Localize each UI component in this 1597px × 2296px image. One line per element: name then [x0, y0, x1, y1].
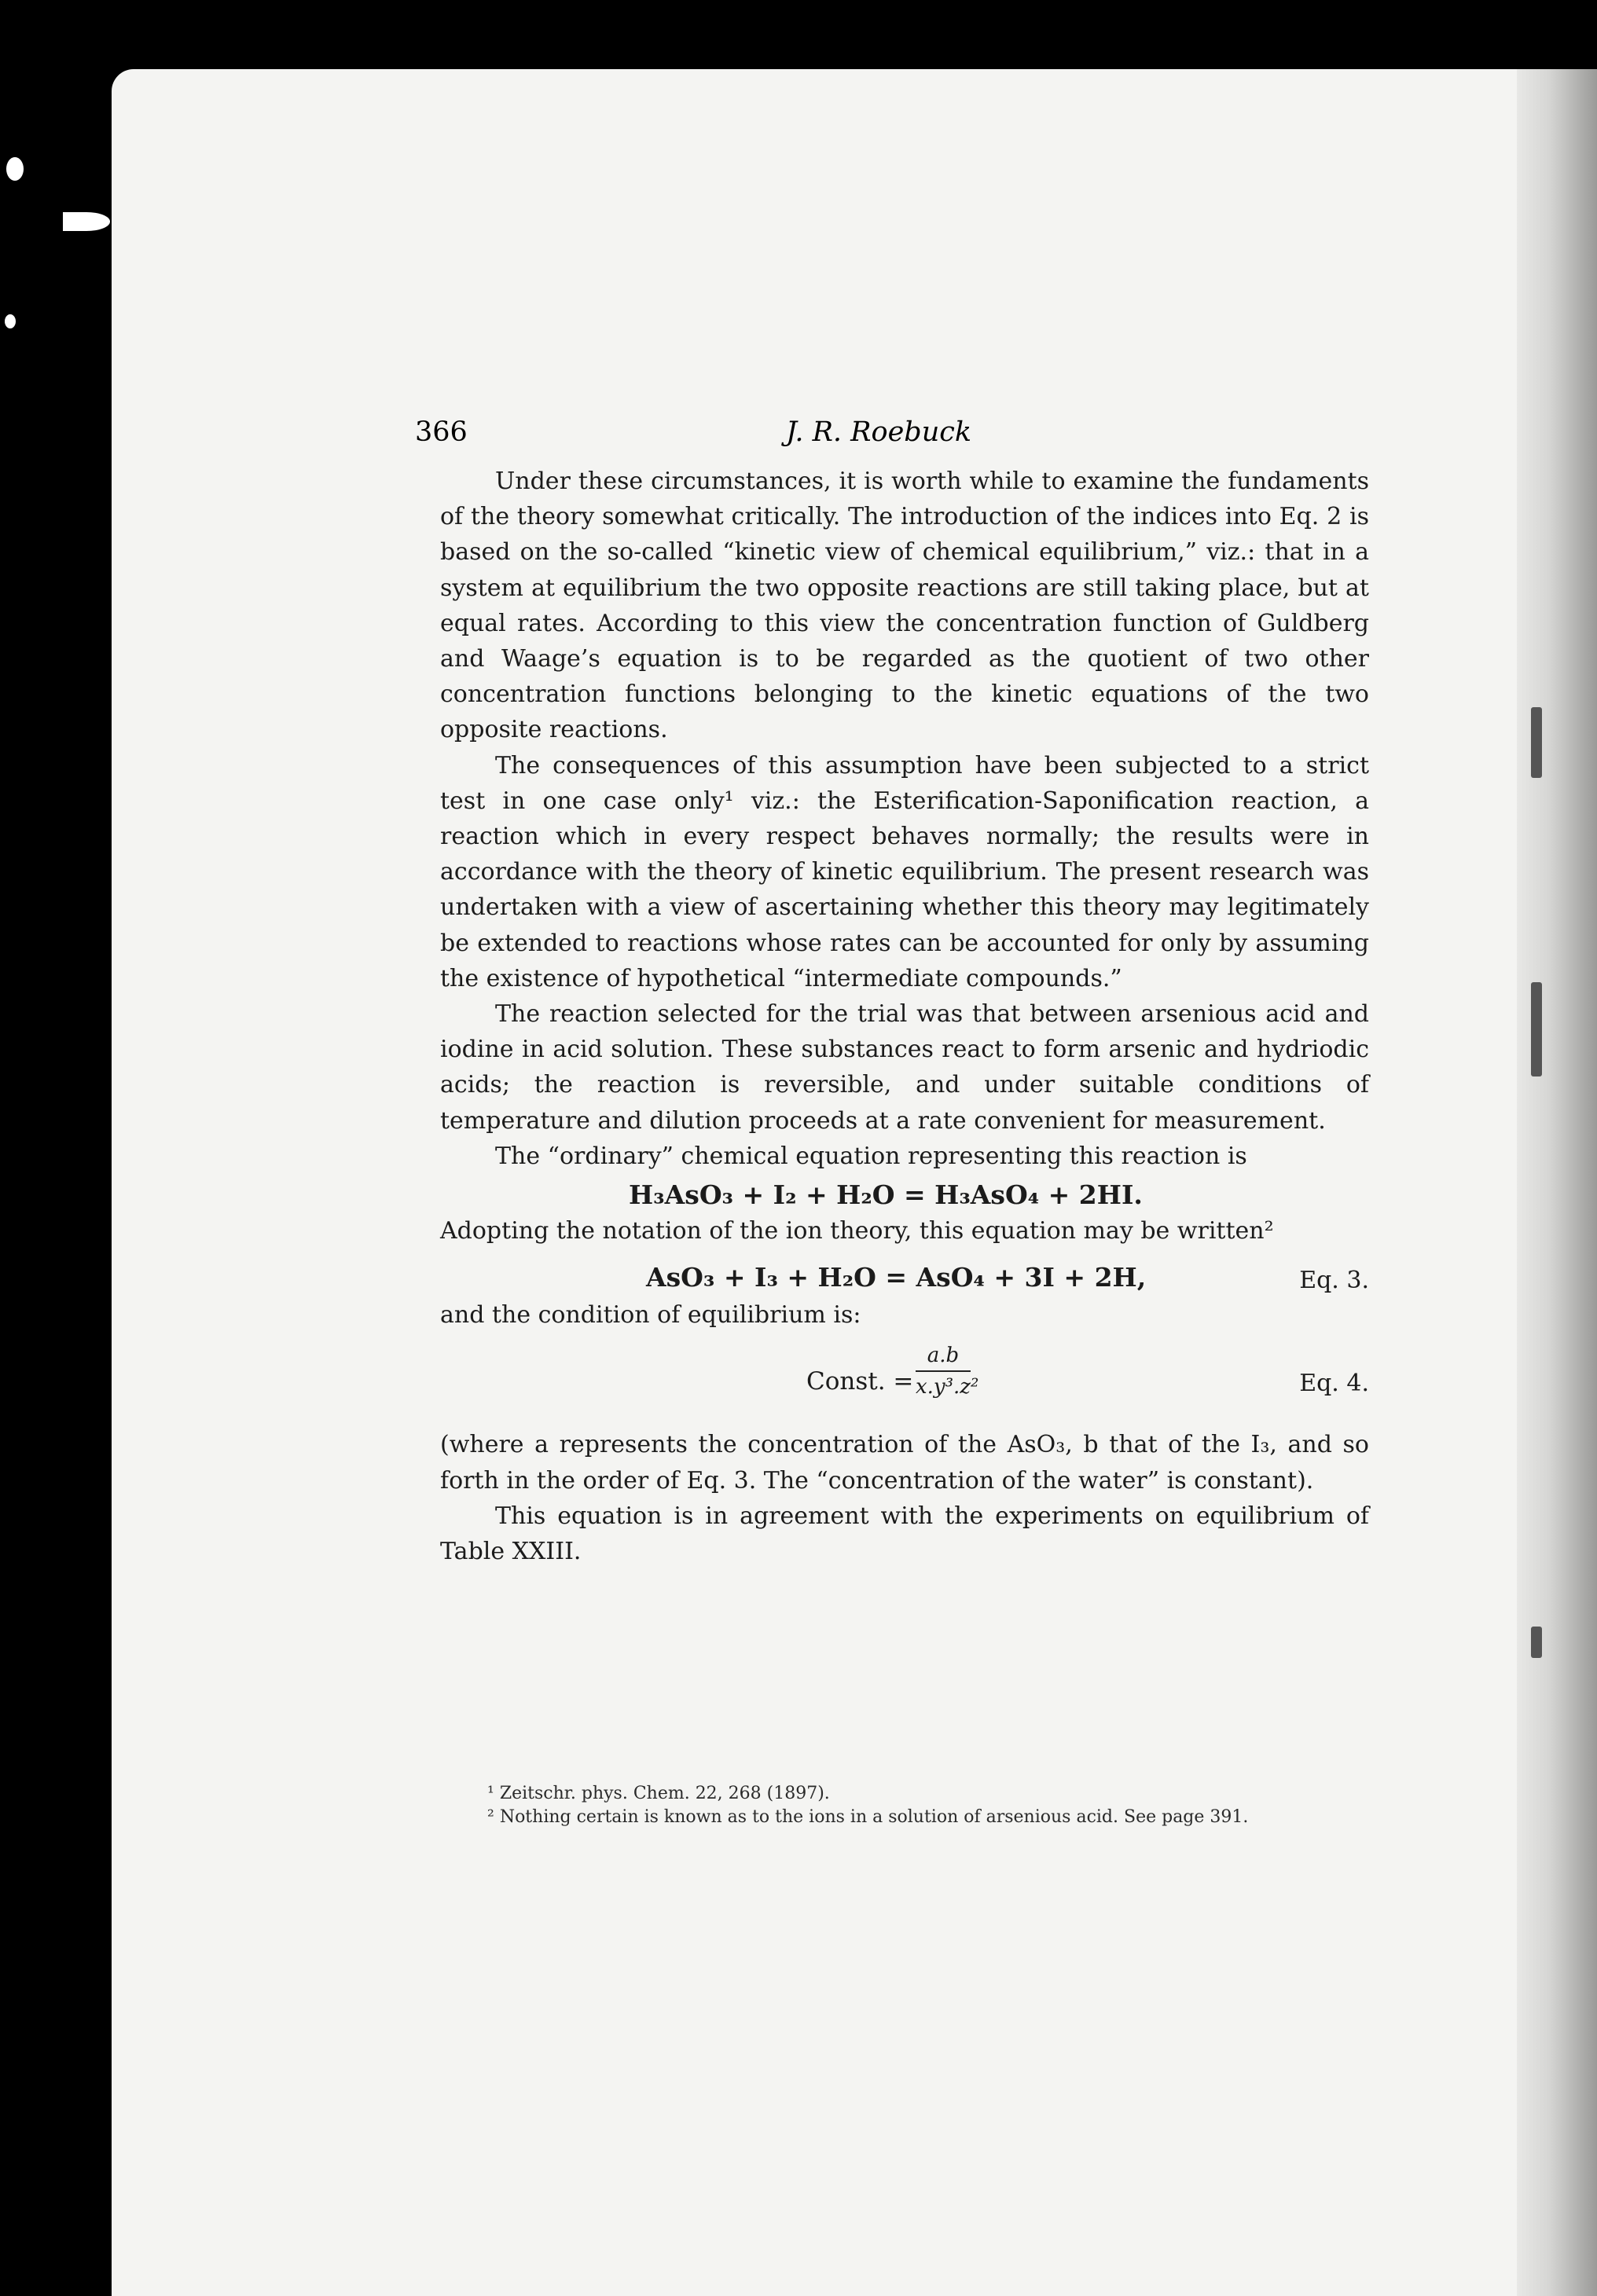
scan-speck: [6, 157, 24, 181]
paragraph: and the condition of equilibrium is:: [440, 1301, 861, 1330]
footnote: ¹ Zeitschr. phys. Chem. 22, 268 (1897).: [487, 1784, 830, 1803]
paragraph: The “ordinary” chemical equation representing this reaction is: [495, 1142, 1247, 1170]
equation-expression: H₃AsO₃ + I₂ + H₂O = H₃AsO₄ + 2HI.: [629, 1179, 1143, 1211]
equation-label: Eq. 4.: [1299, 1370, 1369, 1398]
scan-speck: [5, 314, 16, 328]
running-title: J. R. Roebuck: [786, 416, 972, 448]
book-spine: [1517, 69, 1597, 2296]
equation-4: [440, 1333, 1369, 1427]
paragraph: The consequences of this assumption have been subjected to a strict test in one case only¹ viz.: the Esterification-Saponification reaction, a reaction which in every respect behaves normally; the results were in accordance with the theory of kinetic equilibrium. The present research was undertaken with a view of ascertaining whether this theory may legitimately be extended to reactions whose rates can be accounted for only by assuming the existence of hypothetical “intermediate compounds.”: [440, 751, 1369, 992]
equation-1: [440, 1174, 1369, 1213]
fraction: [916, 1342, 979, 1400]
fraction-denominator: x.y³.z²: [916, 1375, 979, 1399]
paragraph: The reaction selected for the trial was that between arsenious acid and iodine in acid solution. These substances react to form arsenic and hydriodic acids; the reaction is reversible, and under suitable conditions of temperature and dilution proceeds at a rate convenient for measurement.: [440, 1000, 1369, 1135]
equation-lhs: Const. =: [806, 1367, 914, 1396]
footnotes: [440, 1782, 1369, 1829]
page-number: 366: [415, 416, 468, 448]
paragraph: Under these circumstances, it is worth while to examine the fundaments of the theory somewhat critically. The introduction of the indices into Eq. 2 is based on the so-called “kinetic view of chemical equilibrium,” viz.: that in a system at equilibrium the two opposite reactions are still taking place, but at equal rates. According to this view the concentration function of Guldberg and Waage’s equation is to be regarded as the quotient of two other concentration functions belonging to the kinetic equations of the two opposite reactions.: [440, 468, 1369, 744]
paragraph: Adopting the notation of the ion theory, this equation may be written²: [440, 1217, 1274, 1245]
scan-speck: [63, 212, 110, 231]
paragraph: This equation is in agreement with the experiments on equilibrium of Table XXIII.: [440, 1502, 1369, 1566]
equation-label: Eq. 3.: [1299, 1267, 1369, 1295]
equation-expression: AsO₃ + I₃ + H₂O = AsO₄ + 3I + 2H,: [646, 1262, 1147, 1293]
spine-mark: [1531, 1627, 1542, 1658]
spine-mark: [1531, 707, 1542, 778]
fraction-numerator: a.b: [927, 1344, 960, 1368]
main-text: [440, 464, 1369, 1569]
spine-mark: [1531, 982, 1542, 1076]
paragraph: (where a represents the concentration of the AsO₃, b that of the I₃, and so forth in the order of Eq. 3. The “concentration of the water” is constant).: [440, 1431, 1369, 1495]
fraction-bar: [916, 1370, 971, 1372]
equation-3: [440, 1249, 1369, 1297]
footnote: ² Nothing certain is known as to the ions in a solution of arsenious acid. See page 391.: [487, 1807, 1249, 1827]
running-head: [415, 416, 981, 456]
